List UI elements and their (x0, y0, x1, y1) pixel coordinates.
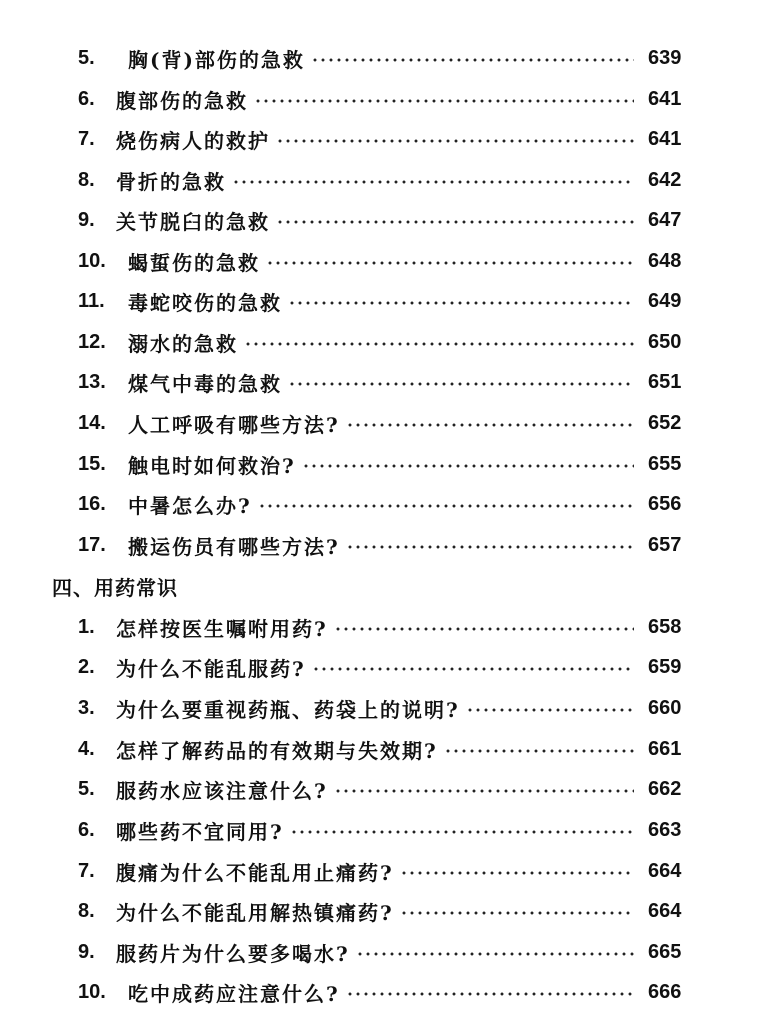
toc-entry (0, 362, 768, 402)
toc-entry (0, 403, 768, 443)
toc-entry (0, 119, 768, 159)
entry-number: 6. (78, 87, 95, 110)
toc-entry (0, 891, 768, 931)
entry-page-number: 639 (648, 46, 682, 69)
entry-number: 4. (78, 737, 95, 760)
dot-leader (346, 992, 634, 996)
toc-entry (0, 281, 768, 321)
entry-page-number: 655 (648, 452, 682, 475)
dot-leader (444, 749, 634, 753)
dot-leader (346, 545, 634, 549)
entry-page-number: 649 (648, 289, 682, 312)
entry-title: 为什么不能乱服药? (116, 656, 306, 681)
entry-number: 6. (78, 818, 95, 841)
entry-page-number: 660 (648, 696, 682, 719)
entry-page-number: 647 (648, 208, 682, 231)
entry-title: 蝎蜇伤的急救 (128, 250, 260, 275)
dot-leader (254, 99, 634, 103)
dot-leader (346, 423, 634, 427)
dot-leader (400, 911, 634, 915)
entry-number: 16. (78, 492, 106, 515)
dot-leader (400, 871, 634, 875)
entry-title: 烧伤病人的救护 (116, 128, 270, 153)
entry-title: 腹部伤的急救 (116, 88, 248, 113)
entry-number: 9. (78, 208, 95, 231)
toc-entry (0, 729, 768, 769)
entry-number: 14. (78, 411, 106, 434)
toc-entry (0, 160, 768, 200)
entry-title: 溺水的急救 (128, 331, 238, 356)
toc-entry (0, 79, 768, 119)
toc-entry (0, 647, 768, 687)
entry-number: 8. (78, 168, 95, 191)
entry-page-number: 641 (648, 87, 682, 110)
entry-title: 腹痛为什么不能乱用止痛药? (116, 860, 394, 885)
dot-leader (276, 139, 634, 143)
entry-number: 2. (78, 655, 95, 678)
toc-entry (0, 241, 768, 281)
entry-page-number: 651 (648, 370, 682, 393)
entry-page-number: 648 (648, 249, 682, 272)
entry-title: 哪些药不宜同用? (116, 819, 284, 844)
dot-leader (302, 464, 634, 468)
entry-title: 触电时如何救治? (128, 453, 296, 478)
entry-number: 1. (78, 615, 95, 638)
entry-number: 3. (78, 696, 95, 719)
entry-number: 9. (78, 940, 95, 963)
entry-number: 12. (78, 330, 106, 353)
toc-entry (0, 769, 768, 809)
toc-entry (0, 851, 768, 891)
entry-number: 5. (78, 46, 95, 69)
entry-page-number: 650 (648, 330, 682, 353)
entry-page-number: 665 (648, 940, 682, 963)
entry-number: 10. (78, 980, 106, 1003)
dot-leader (288, 382, 634, 386)
entry-page-number: 658 (648, 615, 682, 638)
entry-page-number: 659 (648, 655, 682, 678)
entry-page-number: 661 (648, 737, 682, 760)
toc-entry (0, 322, 768, 362)
entry-title: 为什么要重视药瓶、药袋上的说明? (116, 697, 460, 722)
entry-page-number: 663 (648, 818, 682, 841)
entry-page-number: 642 (648, 168, 682, 191)
toc-entry (0, 444, 768, 484)
entry-title: 骨折的急救 (116, 169, 226, 194)
entry-page-number: 664 (648, 899, 682, 922)
entry-title: 中暑怎么办? (128, 493, 252, 518)
entry-title: 怎样按医生嘱咐用药? (116, 616, 328, 641)
toc-entry (0, 607, 768, 647)
toc-entry (0, 525, 768, 565)
entry-title: 关节脱臼的急救 (116, 209, 270, 234)
dot-leader (312, 667, 634, 671)
dot-leader (466, 708, 634, 712)
entry-page-number: 656 (648, 492, 682, 515)
entry-page-number: 641 (648, 127, 682, 150)
dot-leader (276, 220, 634, 224)
dot-leader (311, 58, 634, 62)
entry-page-number: 666 (648, 980, 682, 1003)
entry-title: 怎样了解药品的有效期与失效期? (116, 738, 438, 763)
dot-leader (290, 830, 634, 834)
toc-entry (0, 38, 768, 78)
entry-number: 8. (78, 899, 95, 922)
entry-page-number: 662 (648, 777, 682, 800)
entry-page-number: 664 (648, 859, 682, 882)
dot-leader (356, 952, 634, 956)
toc-entry (0, 484, 768, 524)
entry-title: 毒蛇咬伤的急救 (128, 290, 282, 315)
entry-page-number: 657 (648, 533, 682, 556)
entry-title: 服药水应该注意什么? (116, 778, 328, 803)
toc-entry (0, 932, 768, 972)
dot-leader (232, 180, 634, 184)
toc-entry (0, 972, 768, 1012)
entry-number: 11. (78, 289, 105, 312)
dot-leader (334, 627, 634, 631)
entry-number: 15. (78, 452, 106, 475)
entry-number: 7. (78, 859, 95, 882)
section-heading: 四、用药常识 (52, 577, 178, 600)
dot-leader (334, 789, 634, 793)
entry-number: 13. (78, 370, 106, 393)
entry-title: 服药片为什么要多喝水? (116, 941, 350, 966)
entry-page-number: 652 (648, 411, 682, 434)
entry-title: 搬运伤员有哪些方法? (128, 534, 340, 559)
entry-title: 吃中成药应注意什么? (128, 981, 340, 1006)
dot-leader (288, 301, 634, 305)
dot-leader (244, 342, 634, 346)
entry-title: 为什么不能乱用解热镇痛药? (116, 900, 394, 925)
toc-entry (0, 200, 768, 240)
entry-title: 人工呼吸有哪些方法? (128, 412, 340, 437)
entry-title: 胸(背)部伤的急救 (128, 47, 305, 72)
entry-title: 煤气中毒的急救 (128, 371, 282, 396)
dot-leader (258, 504, 634, 508)
toc-entry (0, 810, 768, 850)
entry-number: 17. (78, 533, 106, 556)
entry-number: 5. (78, 777, 95, 800)
dot-leader (266, 261, 634, 265)
entry-number: 7. (78, 127, 95, 150)
entry-number: 10. (78, 249, 106, 272)
toc-entry (0, 688, 768, 728)
